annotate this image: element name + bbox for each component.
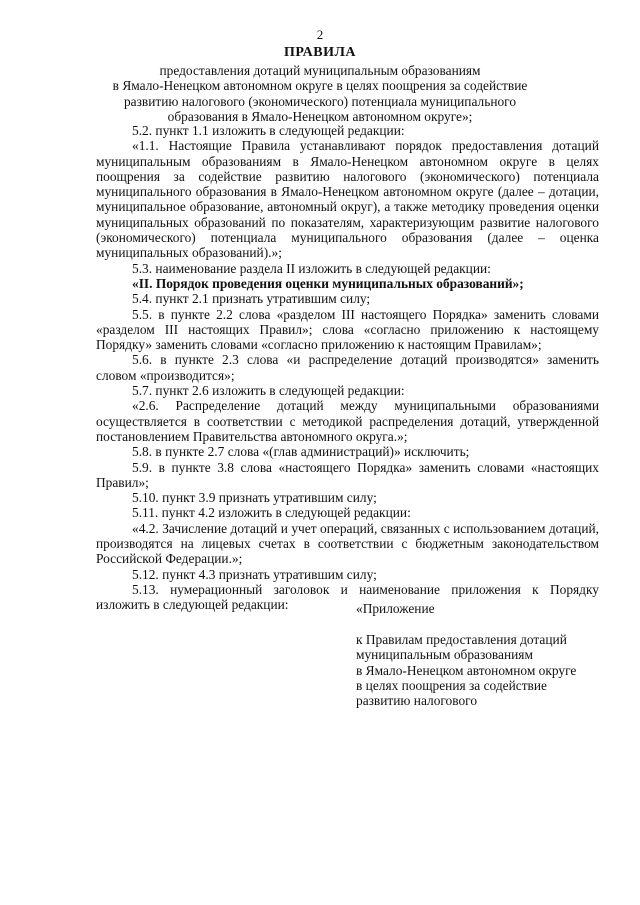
- paragraph: 5.8. в пункте 2.7 слова «(глав администраций)» исключить;: [132, 444, 470, 460]
- paragraph: «II. Порядок проведения оценки муниципальных образований»;: [132, 275, 524, 291]
- appendix-line: в целях поощрения за содействие: [356, 677, 547, 693]
- paragraph: «4.2. Зачисление дотаций и учет операций, связанных с использованием дотаций, производятся на лицевых счетах в соответствии с бюджетным законодательством Российской Федерации.»;: [96, 520, 599, 567]
- paragraph: «1.1. Настоящие Правила устанавливают порядок предоставления дотаций муниципальным образованиям в Ямало-Ненецком автономном округе в целях поощрения за содействие развитию налогового (экономического) потенциала муниципального образования в Ямало-Ненецком автономном округе (далее – дотации, муниципальное образование, автономный округ), а также методику проведения оценки муниципальных образований по показателям, характеризующим развитие налогового (экономического) потенциала муниципального образования (далее – оценка муниципальных образований).»;: [96, 138, 599, 261]
- appendix-line: развитию налогового: [356, 693, 478, 709]
- paragraph: 5.4. пункт 2.1 признать утратившим силу;: [132, 291, 371, 307]
- paragraph: 5.7. пункт 2.6 изложить в следующей редакции:: [132, 383, 405, 399]
- appendix-line: в Ямало-Ненецком автономном округе: [356, 662, 577, 678]
- paragraph: 5.9. в пункте 3.8 слова «настоящего Порядка» заменить словами «настоящих Правил»;: [96, 459, 599, 490]
- page-number: 2: [316, 27, 324, 42]
- subtitle-line: в Ямало-Ненецком автономном округе в целях поощрения за содействие: [112, 78, 528, 94]
- paragraph: 5.13. нумерационный заголовок и наименование приложения к Порядку изложить в следующей редакции:: [96, 581, 599, 613]
- paragraph: «2.6. Распределение дотаций между муниципальными образованиями осуществляется в соответствии с методикой распределения дотаций, утвержденной постановлением Правительства автономного округа.»;: [96, 398, 599, 444]
- appendix-line: муниципальным образованиям: [356, 647, 533, 663]
- paragraph: 5.3. наименование раздела II изложить в следующей редакции:: [132, 260, 491, 276]
- appendix-title: «Приложение: [356, 601, 435, 616]
- document-title: ПРАВИЛА: [283, 45, 357, 60]
- paragraph: 5.11. пункт 4.2 изложить в следующей редакции:: [132, 505, 411, 521]
- subtitle-line: развитию налогового (экономического) потенциала муниципального: [123, 93, 517, 109]
- paragraph: 5.5. в пункте 2.2 слова «разделом III настоящего Порядка» заменить словами «разделом III настоящих Правил»; слова «согласно приложению к настоящему Порядку» заменить словами «согласно приложению к настоящим Правилам»;: [96, 306, 599, 353]
- paragraph: 5.12. пункт 4.3 признать утратившим силу;: [132, 566, 377, 582]
- appendix-line: к Правилам предоставления дотаций: [356, 632, 567, 647]
- subtitle-line: предоставления дотаций муниципальным образованиям: [159, 63, 481, 78]
- document-body: [96, 123, 599, 613]
- subtitle-line: образования в Ямало-Ненецком автономном округе»;: [167, 108, 473, 124]
- appendix-reference: [356, 632, 606, 708]
- paragraph: 5.10. пункт 3.9 признать утратившим силу;: [132, 490, 377, 506]
- paragraph: 5.6. в пункте 2.3 слова «и распределение дотаций производятся» заменить словом «производится»;: [96, 352, 599, 383]
- paragraph: 5.2. пункт 1.1 изложить в следующей редакции:: [132, 123, 405, 138]
- document-subtitle: [0, 63, 640, 124]
